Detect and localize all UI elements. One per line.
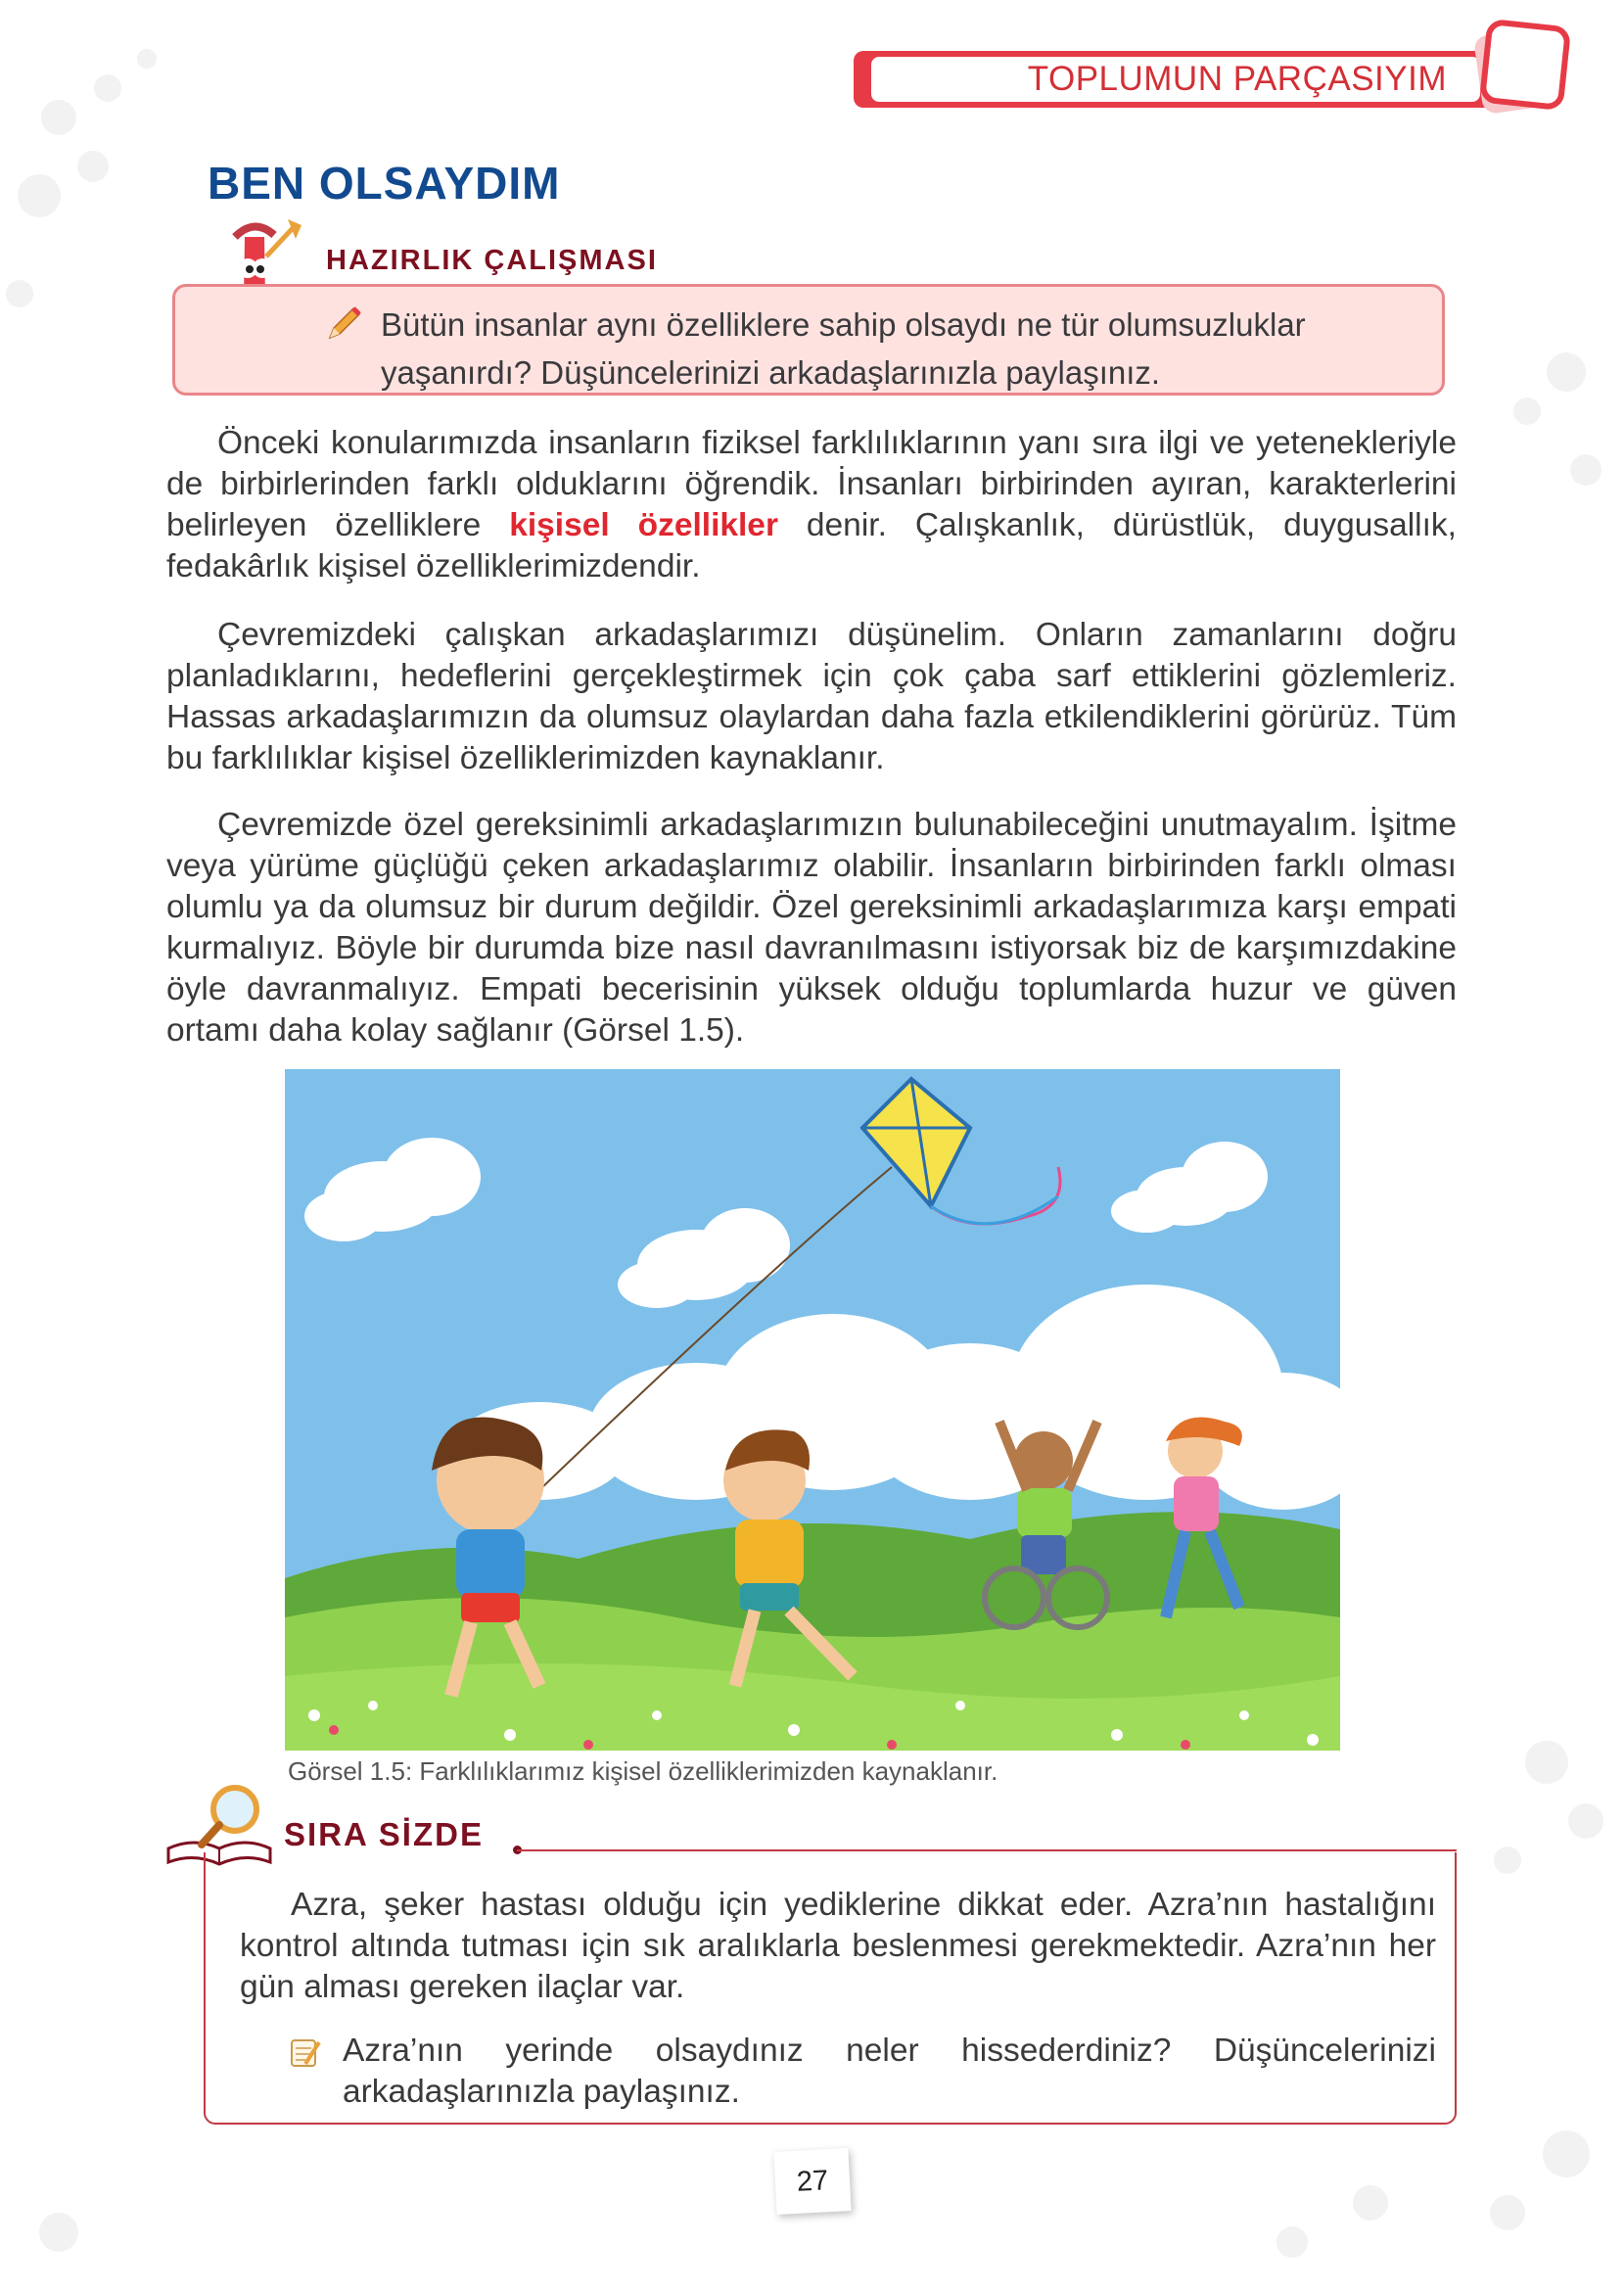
paragraph-3: Çevremizde özel gereksinimli arkadaşlarımızın bulunabileceğini unutmayalım. İşitme veya yürüme güçlüğü çeken arkadaşlarımız olabilir. İnsanların birbirinden farklı olması olumlu ya da olumsuz bir durum değildir. Özel gereksinimli arkadaşlarımıza karşı empati kurmalıyız. Böyle bir durumda bize nasıl davranılmasını istiyorsak biz de karşımızdakine öyle davranmalıyız. Empati becerisinin yüksek olduğu toplumlarda huzur ve güven ortamı daha kolay sağlanır (Görsel 1.5). <box>166 807 1457 1049</box>
key-term-highlight: kişisel özellikler <box>509 507 778 543</box>
figure-caption: Görsel 1.5: Farklılıklarımız kişisel özelliklerimizden kaynaklanır. <box>288 1756 998 1786</box>
your-turn-text: Azra, şeker hastası olduğu için yediklerine dikkat eder. Azra’nın hastalığını kontrol altında tutması için sık aralıklarla beslenmesi gerekmektedir. Azra’nın her gün alması gereken ilaçlar var. <box>240 1887 1436 2005</box>
unit-badge-icon <box>1468 20 1576 125</box>
paragraph-1 <box>166 423 1457 587</box>
paragraph-2: Çevremizdeki çalışkan arkadaşlarımızı düşünelim. Onların zamanlarını doğru planladıklarını, hedeflerini gerçekleştirmek için çok çaba sarf ettiklerini gözlemleriz. Hassas arkadaşlarımızın da olumsuz olaylardan daha fazla etkilendiklerini görürüz. Tüm bu farklılıklar kişisel özelliklerimizden kaynaklanır. <box>166 617 1457 776</box>
pencil-icon <box>324 304 363 344</box>
your-turn-question: Azra’nın yerinde olsaydınız neler hissederdiniz? Düşüncelerinizi arkadaşlarınızla paylaşınız. <box>343 2033 1436 2110</box>
preparation-question: Bütün insanlar aynı özelliklere sahip olsaydı ne tür olumsuzluklar yaşanırdı? Düşüncelerinizi arkadaşlarınızla paylaşınız. <box>381 306 1306 391</box>
preparation-box <box>172 284 1445 396</box>
paragraph-1-start: Önceki konularımızda insanların fiziksel farklılıklarının yanı sıra ilgi ve yetenekleriyle de birbirlerinden farklı olduklarını öğrendik. İnsanları birbirinden ayıran, karakterlerini belirleyen özelliklere <box>166 425 1457 543</box>
page-number-box <box>773 2148 851 2215</box>
section-title: BEN OLSAYDIM <box>208 158 561 209</box>
your-turn-title: SIRA SİZDE <box>284 1816 484 1852</box>
preparation-title: HAZIRLIK ÇALIŞMASI <box>326 245 658 276</box>
title-underline <box>517 1849 1457 1851</box>
paragraph-1-end: denir. Çalışkanlık, dürüstlük, duygusallık, fedakârlık kişisel özelliklerimizdendir. <box>166 507 1457 584</box>
unit-header-inner <box>871 57 1480 102</box>
unit-header-tab <box>854 51 1539 108</box>
children-playing-illustration <box>285 1069 1340 1751</box>
unit-title: TOPLUMUN PARÇASIYIM <box>1027 60 1447 98</box>
note-pencil-icon <box>288 2034 323 2070</box>
page-number: 27 <box>796 2164 829 2198</box>
